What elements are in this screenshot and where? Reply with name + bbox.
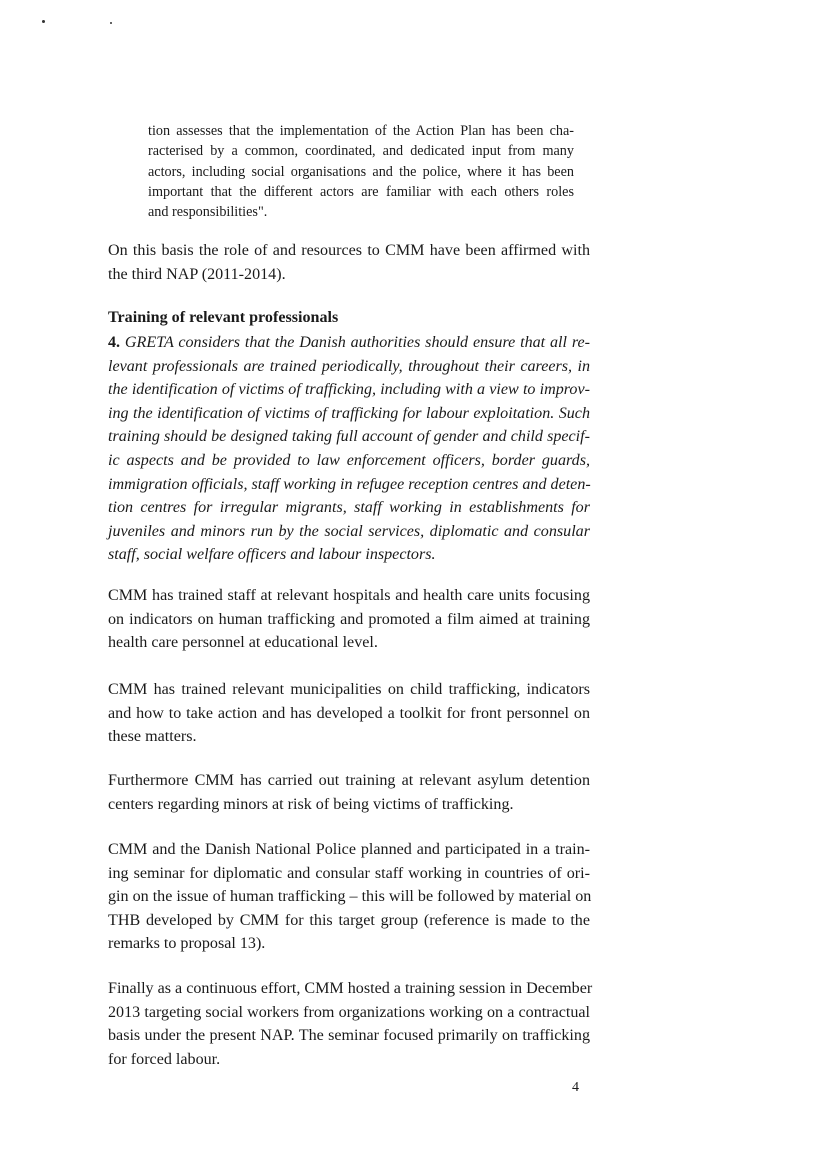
quote-line: tion assesses that the implementation of the Action Plan has been cha- [148,123,574,139]
recommendation-line: ing the identification of victims of trafficking for labour exploitation. Such [108,404,590,422]
paragraph-line: on indicators on human trafficking and promoted a film aimed at training [108,610,590,628]
paragraph-line: these matters. [108,728,197,746]
paragraph-line: and how to take action and has developed a toolkit for front personnel on [108,704,590,722]
paragraph-line: remarks to proposal 13). [108,935,266,953]
recommendation-line: 4. GRETA considers that the Danish authorities should ensure that all re- [108,334,590,351]
scan-speck [110,22,112,24]
section-heading: Training of relevant professionals [108,309,339,326]
recommendation-line: tion centres for irregular migrants, staff working in establishments for [108,499,590,517]
recommendation-line: immigration officials, staff working in refugee reception centres and deten- [108,475,591,493]
recommendation-number: 4. [108,334,121,351]
paragraph-line: On this basis the role of and resources to CMM have been affirmed with [108,242,590,259]
paragraph-police-seminar [108,838,590,956]
paragraph-line: CMM has trained staff at relevant hospitals and health care units focusing [108,587,590,604]
paragraph-line: 2013 targeting social workers from organizations working on a contractual [108,1003,590,1021]
recommendation-line: levant professionals are trained periodically, throughout their careers, in [108,357,590,375]
quote-line: actors, including social organisations and the police, where it has been [148,163,574,180]
recommendation-line: the identification of victims of trafficking, including with a view to improv- [108,381,590,399]
paragraph-line: ing seminar for diplomatic and consular staff working in countries of ori- [108,864,590,882]
page-number: 4 [572,1080,579,1095]
recommendation-line: ic aspects and be provided to law enforcement officers, border guards, [108,451,590,469]
paragraph-line: CMM and the Danish National Police planned and participated in a train- [108,841,590,858]
greta-recommendation [108,331,590,567]
paragraph-municipalities [108,678,590,749]
paragraph-line: THB developed by CMM for this target group (reference is made to the [108,911,590,929]
scan-speck [42,20,45,23]
paragraph-line: basis under the present NAP. The seminar focused primarily on trafficking [108,1027,590,1045]
paragraph-line: CMM has trained relevant municipalities on child trafficking, indicators [108,681,590,698]
paragraph-asylum-centers [108,769,590,816]
paragraph-line: gin on the issue of human trafficking – this will be followed by material on [108,888,592,906]
paragraph-training-session [108,977,593,1071]
paragraph-hospitals [108,584,590,655]
recommendation-line: juveniles and minors run by the social services, diplomatic and consular [108,522,590,540]
paragraph-basis [108,239,590,286]
paragraph-line: Finally as a continuous effort, CMM hosted a training session in December [108,980,593,997]
quote-line: and responsibilities". [148,204,268,221]
recommendation-line: staff, social welfare officers and labour inspectors. [108,546,436,564]
recommendation-line: training should be designed taking full account of gender and child specif- [108,428,590,446]
quote-line: important that the different actors are familiar with each others roles [148,183,574,200]
quote-line: racterised by a common, coordinated, and dedicated input from many [148,143,574,160]
paragraph-line: health care personnel at educational level. [108,634,378,652]
paragraph-line: the third NAP (2011-2014). [108,265,286,283]
paragraph-line: for forced labour. [108,1050,221,1068]
paragraph-line: centers regarding minors at risk of being victims of trafficking. [108,795,514,813]
quoted-passage [148,121,574,222]
paragraph-line: Furthermore CMM has carried out training at relevant asylum detention [108,772,590,789]
